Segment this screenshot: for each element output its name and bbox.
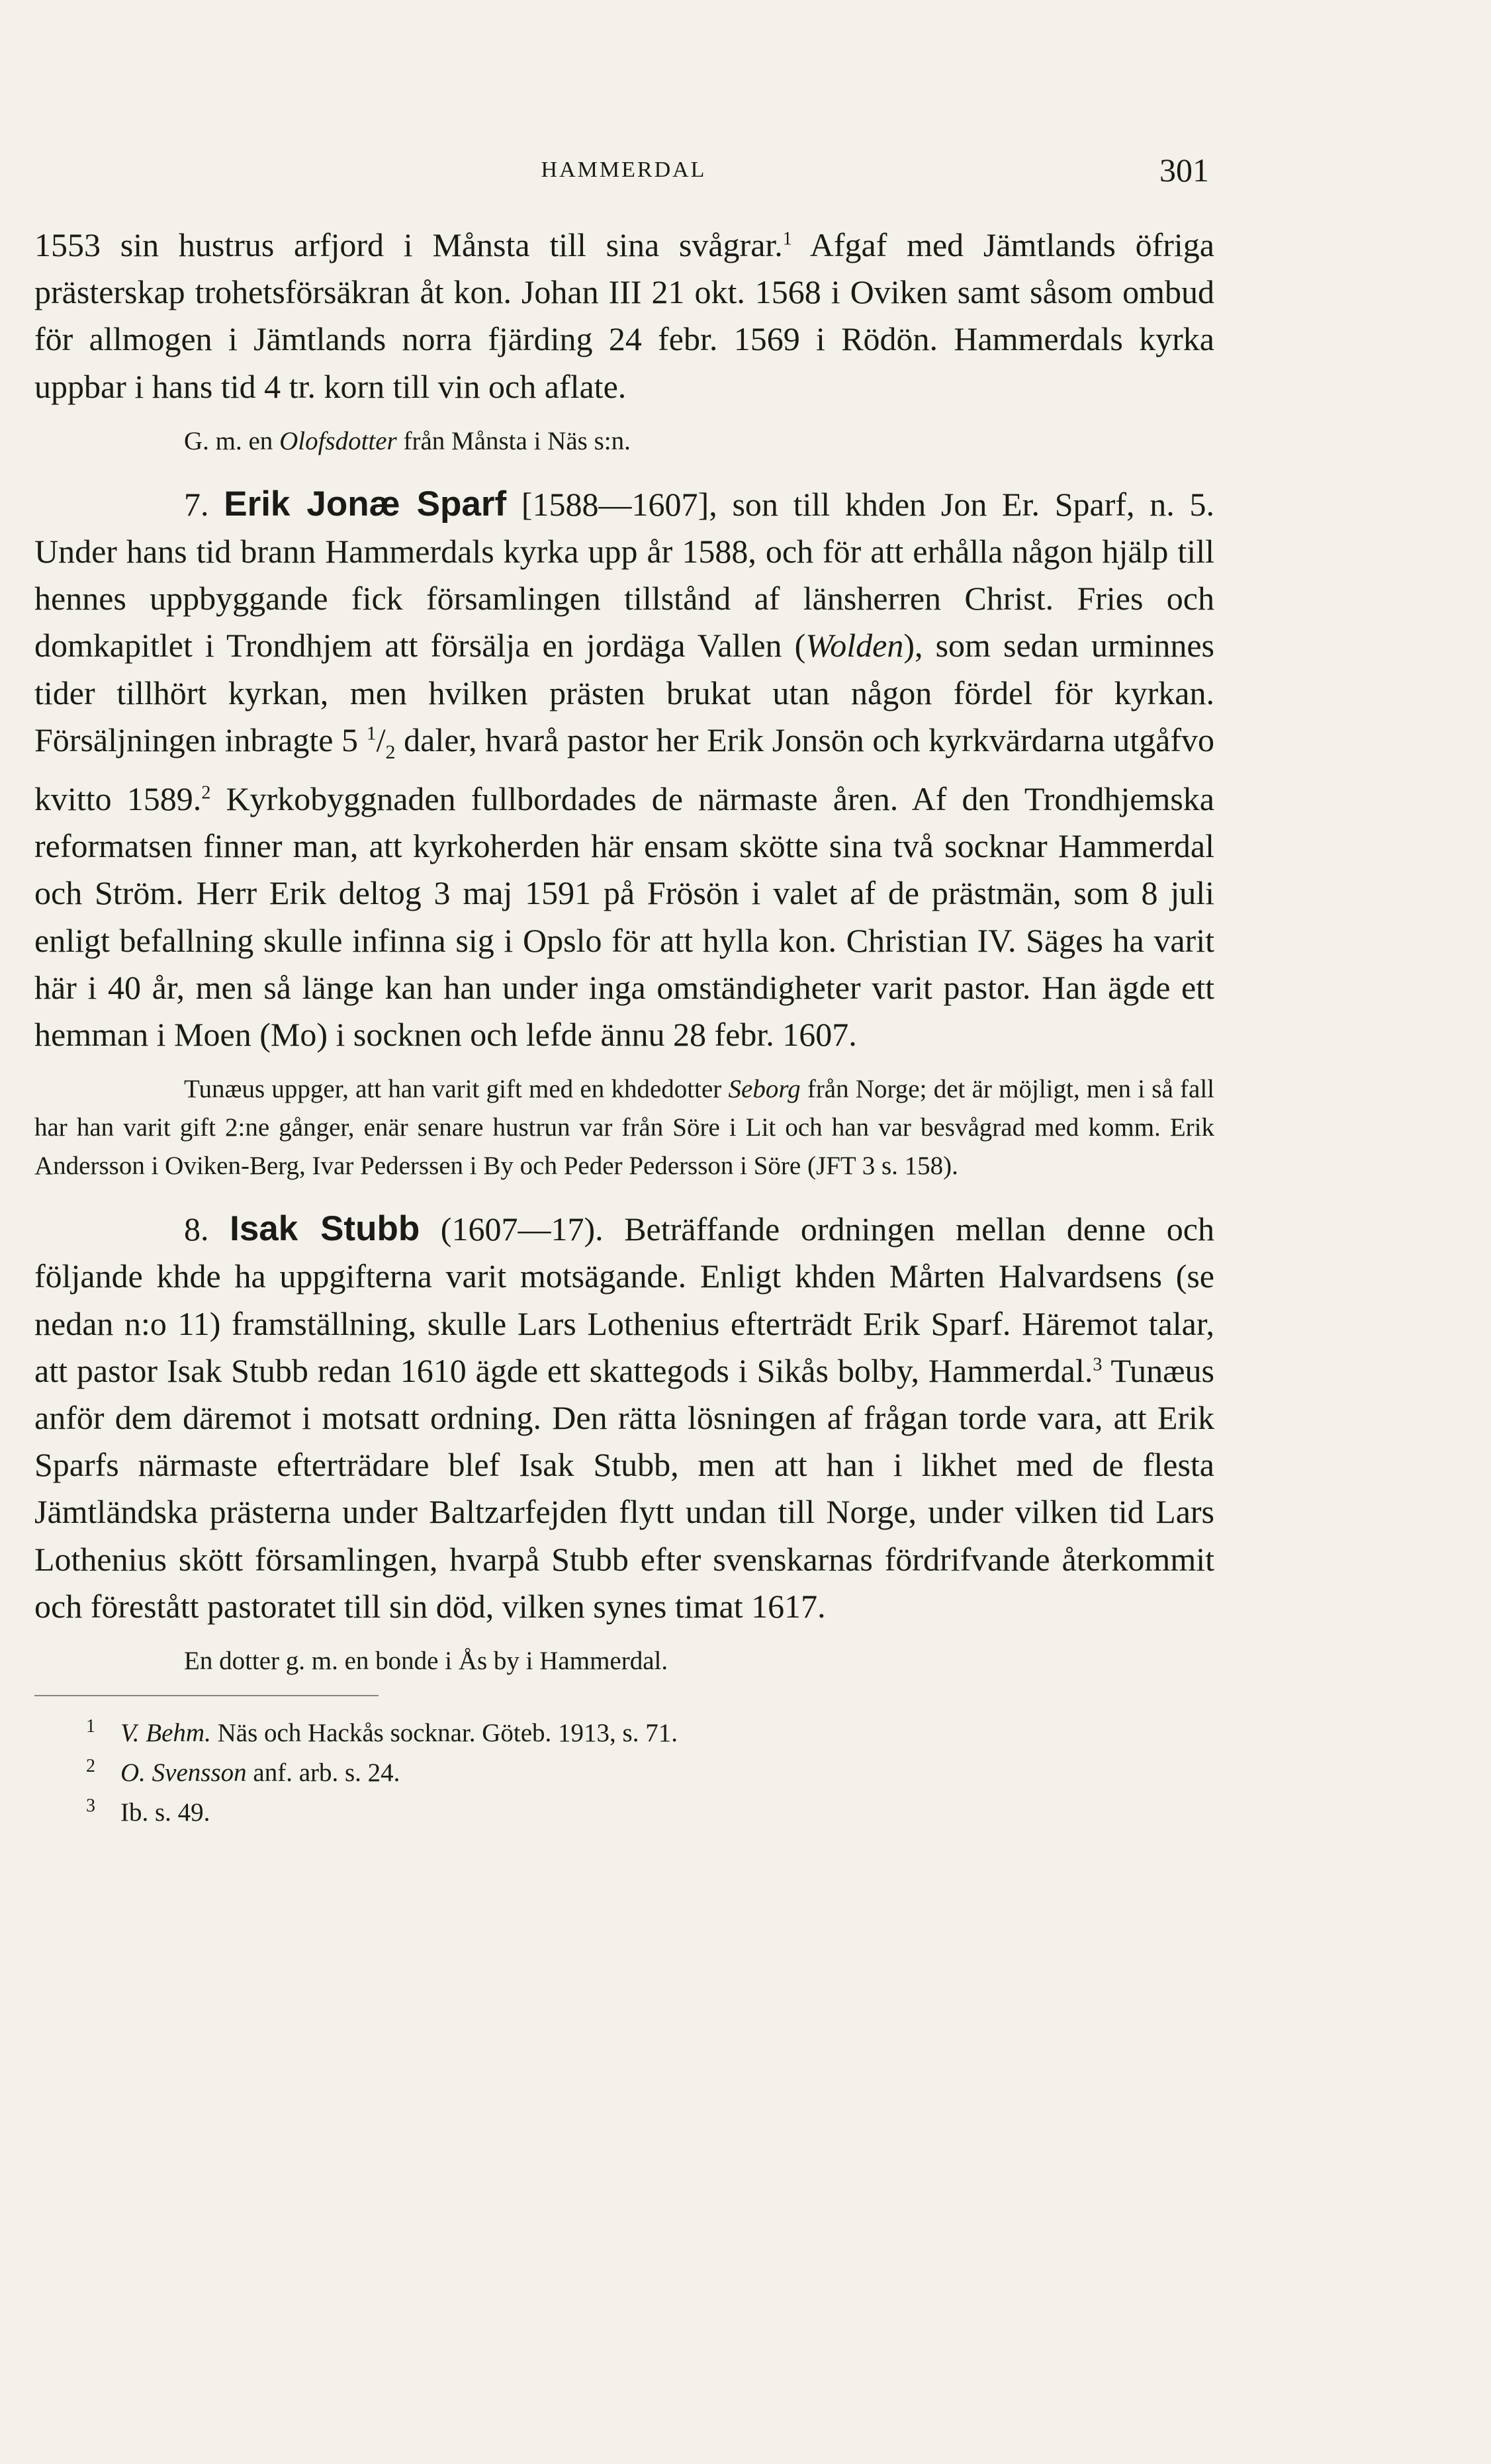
note-1-text-a: G. m. en bbox=[184, 426, 280, 455]
entry-7-text-b: ), som sedan urminnes tider tillhört kyrkan, men hvilken prästen brukat utan någon fördel för kyrkan. Försäljningen inbragte 5 bbox=[34, 627, 1214, 758]
fraction-denominator: 2 bbox=[385, 741, 396, 763]
page-number: 301 bbox=[1159, 152, 1209, 189]
entry-7-text-d: Kyrkobyggnaden fullbordades de närmaste åren. Af den Trondhjemska reformatsen finner man, att kyrkoherden här ensam skötte sina två socknar Hammerdal och Ström. Herr Erik deltog 3 maj 1591 på Frösön i valet af de prästmän, som 8 juli enligt befallning skulle infinna sig i Opslo för att hylla kon. Christian IV. Säges ha varit här i 40 år, men så länge kan han under inga omständigheter varit pastor. Han ägde ett hemman i Moen (Mo) i socknen och lefde ännu 28 febr. 1607. bbox=[34, 780, 1214, 1054]
text-block bbox=[34, 222, 1214, 1833]
paragraph-1 bbox=[34, 222, 1214, 410]
entry-7-text-a: [1588—1607], son till khden Jon Er. Sparf, n. 5. Under hans tid brann Hammerdals kyrka upp år 1588, och för att erhålla någon hjälp till hennes uppbyggande fick församlingen tillstånd af länsherren Christ. Fries och domkapitlet i Trondhjem att försälja en jordäga Vallen ( bbox=[34, 485, 1214, 664]
footnote-1-author: V. Behm. bbox=[120, 1719, 211, 1748]
fraction-numerator: 1 bbox=[366, 722, 377, 745]
marriage-note-1 bbox=[34, 422, 1214, 461]
entry-7-name: Erik Jonæ Sparf bbox=[224, 484, 507, 524]
note-1-name: Olofsdotter bbox=[279, 426, 397, 455]
footnote-divider bbox=[34, 1695, 379, 1696]
marriage-note-2 bbox=[34, 1070, 1214, 1185]
paragraph-1-text-a: 1553 sin hustrus arfjord i Månsta till sina svågrar. bbox=[34, 226, 783, 263]
footnote-ref-2: 2 bbox=[201, 782, 211, 803]
note-2-text-a: Tunæus uppger, att han varit gift med en khdedotter bbox=[184, 1075, 729, 1104]
entry-8-number: 8. bbox=[184, 1210, 230, 1248]
entry-8 bbox=[34, 1205, 1214, 1630]
fraction: $^1/_2$ bbox=[366, 721, 396, 763]
entry-7-text-c: daler, hvarå pastor her Erik Jonsön och kyrkvärdarna utgåfvo kvitto 1589. bbox=[34, 721, 1215, 818]
entry-7-number: 7. bbox=[184, 485, 224, 523]
footnotes bbox=[34, 1713, 1214, 1833]
footnote-3: $^3$ Ib. s. 49. bbox=[86, 1796, 210, 1827]
footnote-1-text: Näs och Hackås socknar. Göteb. 1913, s. 71. bbox=[210, 1719, 678, 1748]
note-1-text-b: från Månsta i Näs s:n. bbox=[396, 426, 631, 455]
entry-8-text-a: (1607—17). Beträffande ordningen mellan denne och följande khde ha uppgifterna varit motsägande. Enligt khden Mårten Halvardsens (se nedan n:o 11) framställning, skulle Lars Lothenius efterträdt Erik Sparf. Häremot talar, att pastor Isak Stubb redan 1610 ägde ett skattegods i Sikås bolby, Hammerdal. bbox=[34, 1210, 1214, 1389]
footnote-ref-1: 1 bbox=[782, 228, 792, 250]
footnote-1: $^1$ V. Behm. Näs och Hackås socknar. Göteb. 1913, s. 71. bbox=[86, 1716, 678, 1748]
footnote-3-text: Ib. s. 49. bbox=[120, 1798, 210, 1827]
marriage-note-3: En dotter g. m. en bonde i Ås by i Hammerdal. bbox=[184, 1647, 668, 1676]
note-2-name: Seborg bbox=[728, 1075, 801, 1104]
footnote-2-author: O. Svensson bbox=[120, 1758, 247, 1788]
footnote-2-text: anf. arb. s. 24. bbox=[246, 1758, 400, 1788]
footnote-2: $^2$ O. Svensson anf. arb. s. 24. bbox=[86, 1756, 400, 1788]
entry-7 bbox=[34, 480, 1214, 1058]
entry-8-name: Isak Stubb bbox=[230, 1209, 420, 1249]
running-title: HAMMERDAL bbox=[541, 158, 707, 182]
paragraph-1-text-b: Afgaf med Jämtlands öfriga prästerskap trohetsförsäkran åt kon. Johan III 21 okt. 1568 i Oviken samt såsom ombud för allmogen i Jämtlands norra fjärding 24 febr. 1569 i Rödön. Hammerdals kyrka uppbar i hans tid 4 tr. korn till vin och aflate. bbox=[34, 226, 1214, 405]
footnote-ref-3: 3 bbox=[1093, 1354, 1103, 1375]
note-2-text-b: från Norge; det är möjligt, men i så fall har han varit gift 2:ne gånger, enär senare hustrun var från Söre i Lit och han var besvågrad med komm. Erik Andersson i Oviken-Berg, Ivar Pederssen i By och Peder Pedersson i Söre (JFT 3 s. 158). bbox=[34, 1075, 1215, 1181]
entry-8-text-b: Tunæus anför dem däremot i motsatt ordning. Den rätta lösningen af frågan torde vara, att Erik Sparfs närmaste efterträdare blef Isak Stubb, men att han i likhet med de flesta Jämtländska prästerna under Baltzarfejden flytt undan till Norge, under vilken tid Lars Lothenius skött församlingen, hvarpå Stubb efter svenskarnas fördrifvande återkommit och förestått pastoratet till sin död, vilken synes timat 1617. bbox=[34, 1351, 1214, 1625]
entry-7-place: Wolden bbox=[805, 627, 904, 664]
